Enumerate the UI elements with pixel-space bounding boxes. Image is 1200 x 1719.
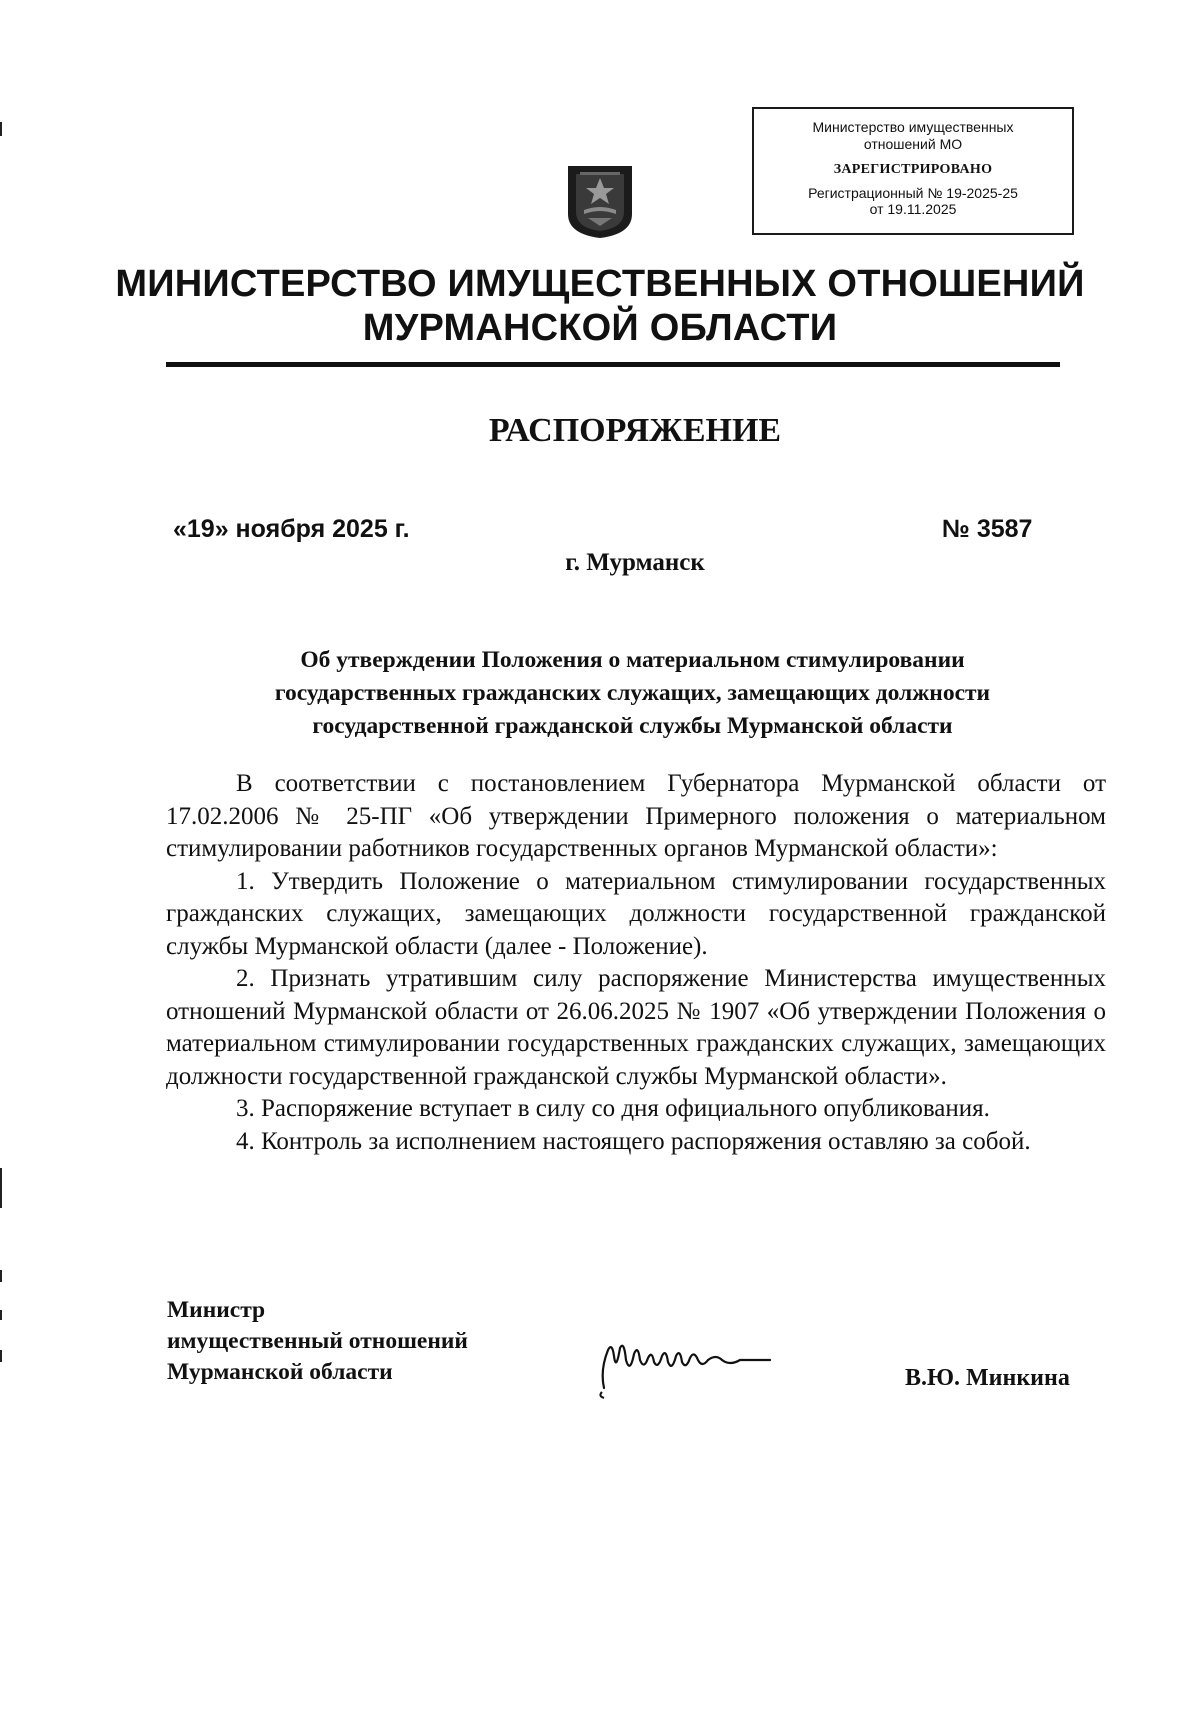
stamp-org-line1: Министерство имущественных	[812, 119, 1014, 135]
margin-mark	[0, 1350, 2, 1362]
stamp-reg-number: Регистрационный № 19-2025-25	[808, 185, 1018, 201]
margin-mark	[0, 1270, 2, 1282]
document-number: № 3587	[942, 515, 1033, 543]
subject-line2: государственных гражданских служащих, замещающих должности	[274, 680, 991, 706]
document-type: РАСПОРЯЖЕНИЕ	[488, 412, 782, 449]
signatory-title-line1: Министр	[167, 1297, 266, 1323]
margin-mark	[0, 122, 2, 136]
body-preamble: В соответствии с постановлением Губернатора Мурманской области от 17.02.2006 № 25-ПГ «Об утверждении Примерного положения о материальном стимулировании работников государственных органов Мурманской области»:	[166, 770, 1106, 862]
document-date: «19» ноября 2025 г.	[173, 515, 410, 543]
stamp-status: ЗАРЕГИСТРИРОВАНО	[833, 162, 993, 177]
document-city: г. Мурманск	[565, 549, 705, 576]
margin-mark	[0, 1310, 2, 1320]
body-item-4: 4. Контроль за исполнением настоящего распоряжения оставляю за собой.	[236, 1127, 1031, 1155]
subject-line3: государственной гражданской службы Мурманской области	[312, 713, 953, 739]
handwritten-signature	[590, 1330, 800, 1400]
body-item-1: 1. Утвердить Положение о материальном стимулировании государственных гражданских служащих, замещающих должности государственной гражданской службы Мурманской области (далее - Положение).	[166, 867, 1106, 960]
stamp-org	[754, 119, 1072, 153]
ministry-heading	[0, 262, 1200, 350]
signatory-title	[167, 1295, 468, 1388]
signatory-title-line2: имущественный отношений	[167, 1328, 468, 1354]
body-item-3: 3. Распоряжение вступает в силу со дня официального опубликования.	[236, 1095, 990, 1122]
body-item-2: 2. Признать утратившим силу распоряжение Министерства имущественных отношений Мурманской области от 26.06.2025 № 1907 «Об утверждении Положения о материальном стимулировании государственных гражданских служащих, замещающих должности государственной гражданской службы Мурманской области».	[166, 965, 1106, 1090]
stamp-org-line2: отношений МО	[863, 136, 963, 152]
heading-divider	[166, 362, 1060, 367]
coat-of-arms-icon	[566, 164, 634, 240]
stamp-reg-date: от 19.11.2025	[869, 201, 957, 217]
document-subject	[160, 644, 1105, 743]
signatory-name: В.Ю. Минкина	[905, 1365, 1070, 1391]
signatory-title-line3: Мурманской области	[167, 1359, 393, 1385]
margin-mark	[0, 1168, 2, 1208]
subject-line1: Об утверждении Положения о материальном стимулировании	[300, 647, 965, 673]
stamp-registration	[754, 185, 1072, 217]
ministry-heading-line1: МИНИСТЕРСТВО ИМУЩЕСТВЕННЫХ ОТНОШЕНИЙ	[115, 263, 1085, 305]
registration-stamp	[752, 107, 1074, 235]
document-body	[166, 768, 1106, 1158]
ministry-heading-line2: МУРМАНСКОЙ ОБЛАСТИ	[362, 307, 838, 349]
